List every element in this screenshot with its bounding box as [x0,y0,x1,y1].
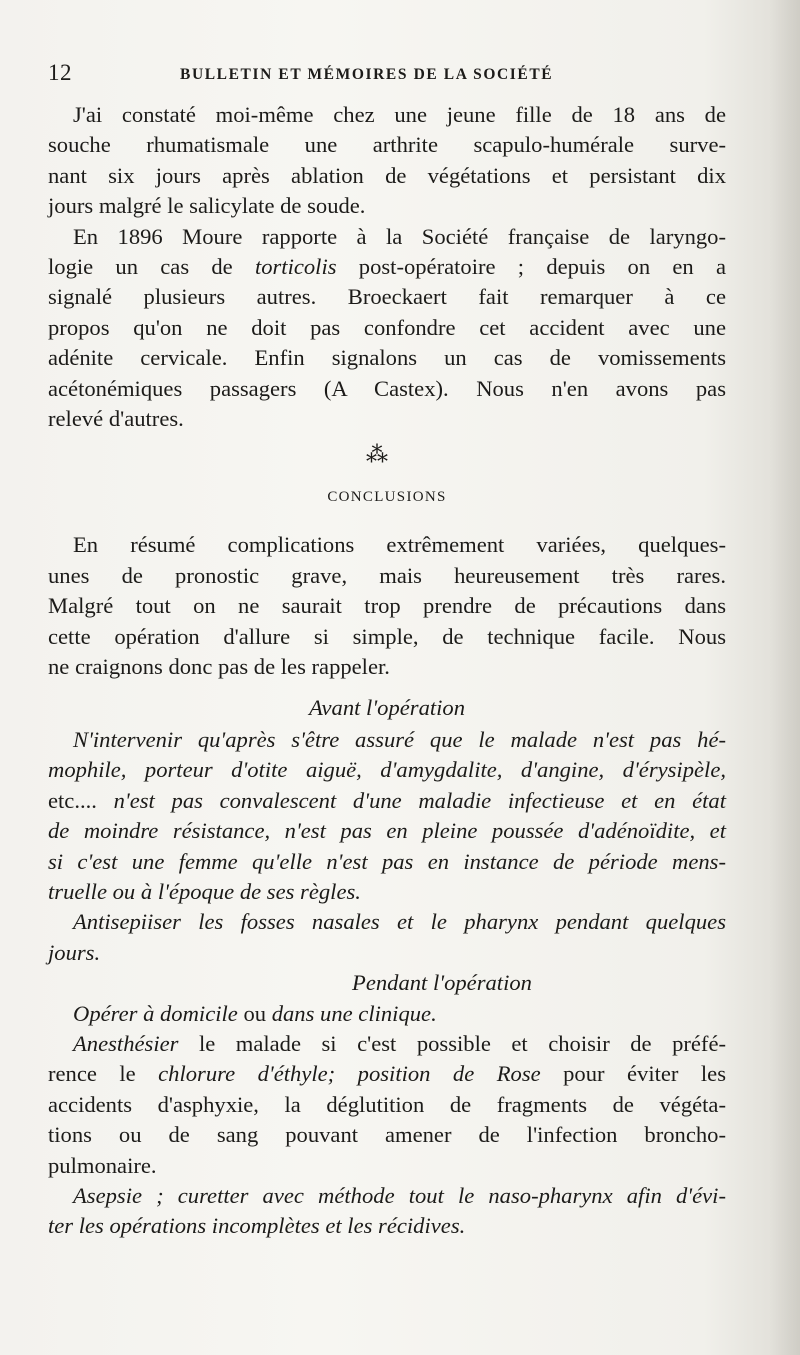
text-line: acétonémiques passagers (A Castex). Nous n'en avons pas [48,375,726,401]
text-line: Asepsie ; curetter avec méthode tout le naso-pharynx afin d'évi- [73,1183,726,1208]
text-line: relevé d'autres. [48,406,184,432]
page-number: 12 [48,60,72,85]
page-body [48,100,726,1242]
text-span: post-opératoire ; depuis on en a [336,254,726,280]
text-line: nant six jours après ablation de végétations et persistant dix [48,162,726,188]
text-span: pour éviter les [540,1061,727,1087]
text-line: cette opération d'allure si simple, de technique facile. Nous [48,623,726,649]
text-line [48,1059,726,1089]
text-line: mophile, porteur d'otite aiguë, d'amygdalite, d'angine, d'érysipèle, [48,757,726,783]
paragraph-torticolis [48,222,726,435]
text-line: truelle ou à l'époque de ses règles. [48,878,361,904]
italic-term: dans une clinique. [271,1000,437,1026]
italic-term: Opérer à domicile [73,1000,238,1026]
section-title-before: Avant l'opération [308,694,466,720]
text-span: le malade si c'est possible et choisir de préfé- [178,1030,726,1056]
text-span: rence le [48,1061,159,1087]
text-line: J'ai constaté moi-même chez une jeune fille de 18 ans de [73,102,726,127]
conclusions-heading: CONCLUSIONS [327,489,447,506]
asterism: ⁂ [366,442,388,468]
text-line: souche rhumatismale une arthrite scapulo-humérale surve- [48,132,726,158]
text-line: accidents d'asphyxie, la déglutition de fragments de végéta- [48,1091,726,1117]
text-line: ne craignons donc pas de les rappeler. [48,654,390,680]
text-line: tions ou de sang pouvant amener de l'infection broncho- [48,1122,726,1148]
text-line: Antisepiiser les fosses nasales et le pharynx pendant quelques [73,909,726,935]
text-span: n'est pas convalescent d'une maladie infectieuse et en état [113,787,726,813]
text-line [48,786,726,816]
text-line: En résumé complications extrêmement variées, quelques- [73,532,726,558]
text-line: jours malgré le salicylate de soude. [48,193,366,219]
text-line [48,252,726,282]
text-line: unes de pronostic grave, mais heureusement très rares. [48,562,726,588]
text-line: adénite cervicale. Enfin signalons un cas de vomissements [48,345,726,371]
text-line: En 1896 Moure rapporte à la Société française de laryngo- [73,223,726,249]
text-line [48,1029,726,1059]
text-line: de moindre résistance, n'est pas en pleine poussée d'adénoïdite, et [48,818,726,844]
paragraph-arthritis [48,100,726,222]
running-head: BULLETIN ET MÉMOIRES DE LA SOCIÉTÉ [180,66,554,83]
text-line: propos qu'on ne doit pas confondre cet accident avec une [48,314,726,340]
text-line: pulmonaire. [48,1152,157,1178]
text-line: N'intervenir qu'après s'être assuré que le malade n'est pas hé- [73,726,726,752]
paragraph-during-operation [48,999,726,1242]
text-span: logie un cas de [48,254,255,280]
asterism-separator [48,440,726,478]
text-line: si c'est une femme qu'elle n'est pas en instance de période mens- [48,848,726,874]
text-line: ter les opérations incomplètes et les récidives. [48,1213,466,1239]
text-line: Malgré tout on ne saurait trop prendre de précautions dans [48,593,726,619]
text-line: jours. [48,939,101,965]
text-line [48,999,726,1029]
paragraph-summary [48,530,726,682]
italic-term: torticolis [254,254,337,280]
text-span: ou [237,1000,272,1026]
paragraph-before-operation [48,725,726,968]
page-edge-shadow [770,0,800,1355]
page-header [48,58,728,92]
italic-term: chlorure d'éthyle; position de Rose [158,1061,541,1087]
section-title-during: Pendant l'opération [352,970,532,996]
text-line: signalé plusieurs autres. Broeckaert fait remarquer à ce [48,284,726,310]
italic-term: Anesthésier [73,1030,179,1056]
text-span: etc.... [48,787,114,813]
